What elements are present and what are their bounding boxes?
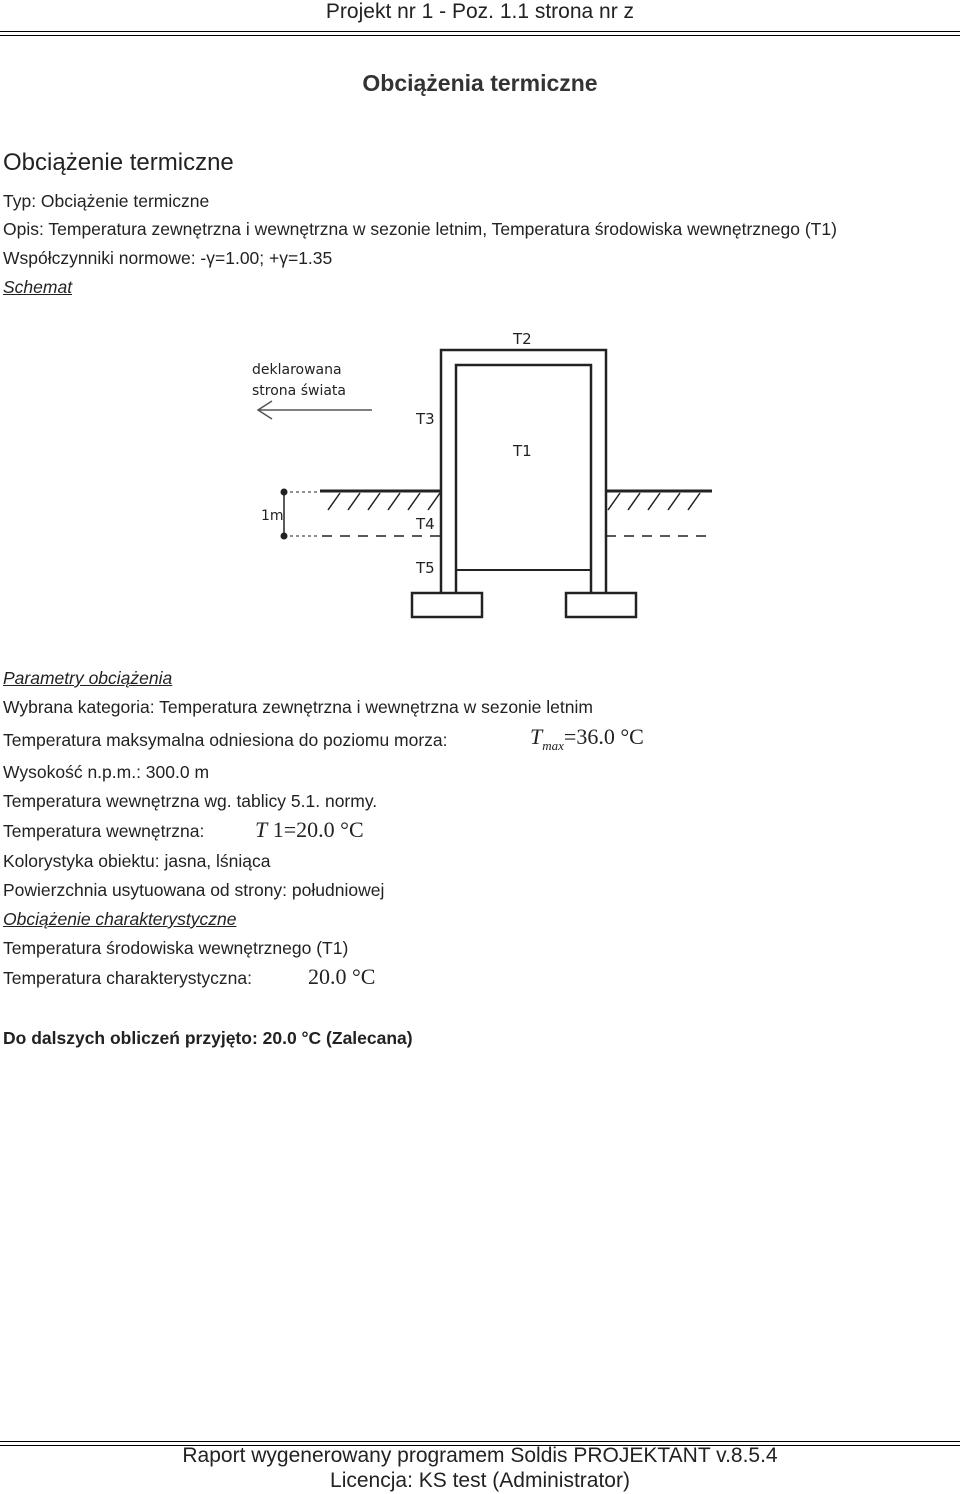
- tmax-subscript: max: [542, 738, 564, 753]
- conclusion-line: Do dalszych obliczeń przyjęto: 20.0 °C (Zalecana): [3, 1028, 413, 1048]
- t1-formula: [255, 817, 364, 843]
- section-title: Obciążenie termiczne: [3, 149, 234, 176]
- schema-heading: Schemat: [3, 277, 73, 297]
- arrow-label-1: deklarowana: [252, 362, 342, 378]
- environment-line: Temperatura środowiska wewnętrznego (T1): [3, 938, 349, 958]
- characteristic-label: Temperatura charakterystyczna:: [3, 968, 252, 988]
- building-outline: [412, 350, 636, 617]
- t1-symbol: T: [255, 817, 268, 842]
- arrow-label-2: strona świata: [252, 383, 346, 399]
- description-line: Opis: Temperatura zewnętrzna i wewnętrzna w sezonie letnim, Temperatura środowiska wewnętrznego (T1): [3, 219, 837, 239]
- footer-divider: [0, 1441, 960, 1442]
- tmax-formula: [530, 724, 644, 754]
- document-title: Obciążenia termiczne: [362, 70, 598, 96]
- label-t5: T5: [416, 559, 435, 577]
- dimension-label: 1m: [261, 508, 284, 524]
- characteristic-heading: Obciążenie charakterystyczne: [3, 909, 237, 929]
- altitude-line: Wysokość n.p.m.: 300.0 m: [3, 762, 210, 782]
- category-line: Wybrana kategoria: Temperatura zewnętrzna i wewnętrzna w sezonie letnim: [3, 697, 593, 717]
- characteristic-value: 20.0 °C: [308, 964, 376, 989]
- parameters-heading: Parametry obciążenia: [3, 668, 173, 688]
- dimension-marker: [281, 489, 320, 539]
- t1-label: Temperatura wewnętrzna:: [3, 821, 205, 841]
- label-t3: T3: [416, 410, 435, 428]
- compass-arrow: [258, 401, 372, 419]
- thermal-schema-diagram: [0, 320, 960, 630]
- tmax-symbol: T: [530, 724, 543, 749]
- label-t2: T2: [513, 330, 532, 348]
- color-line: Kolorystyka obiektu: jasna, lśniąca: [3, 851, 271, 871]
- tmax-value: =36.0 °C: [563, 724, 644, 749]
- type-line: Typ: Obciążenie termiczne: [3, 191, 210, 211]
- footer-line-2: Licencja: KS test (Administrator): [330, 1469, 630, 1492]
- ground-left: [320, 491, 441, 510]
- header-divider: [0, 31, 960, 32]
- label-t1: T1: [513, 442, 532, 460]
- surface-line: Powierzchnia usytuowana od strony: południowej: [3, 880, 385, 900]
- page-header: Projekt nr 1 - Poz. 1.1 strona nr z: [325, 0, 635, 23]
- t1-value: 1=20.0 °C: [272, 817, 364, 842]
- coefficients-line: Współczynniki normowe: -γ=1.00; +γ=1.35: [3, 248, 333, 268]
- ground-right: [606, 491, 712, 510]
- footer-line-1: Raport wygenerowany programem Soldis PROJEKTANT v.8.5.4: [182, 1444, 778, 1467]
- tmax-label: Temperatura maksymalna odniesiona do poziomu morza:: [3, 730, 448, 750]
- header-divider-secondary: [0, 35, 960, 36]
- table-line: Temperatura wewnętrzna wg. tablicy 5.1. normy.: [3, 791, 378, 811]
- label-t4: T4: [416, 515, 435, 533]
